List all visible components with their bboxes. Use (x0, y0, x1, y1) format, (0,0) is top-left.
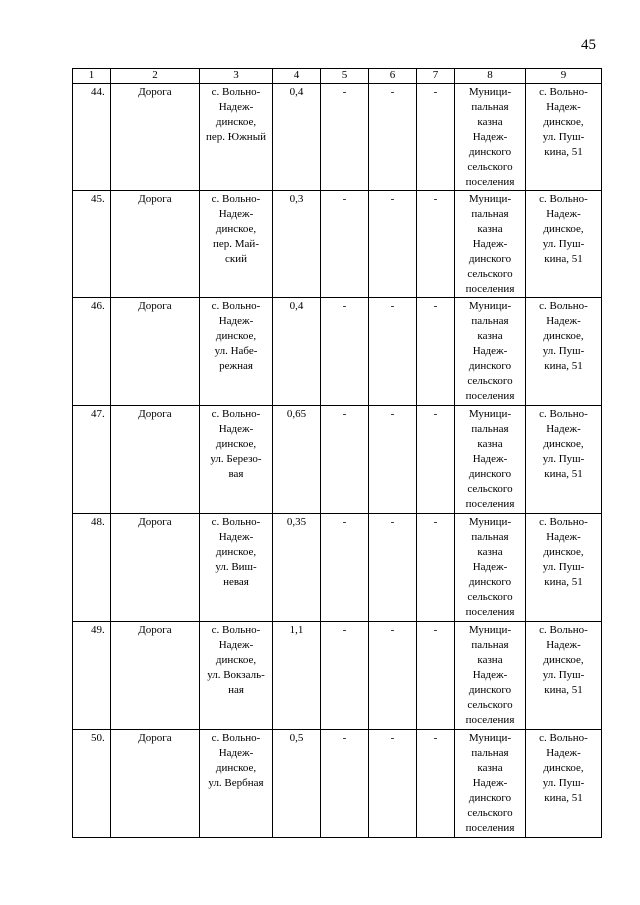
object-owner: Муници- пальная казна Надеж- динского сельского поселения (455, 730, 526, 838)
object-name: Дорога (111, 191, 200, 298)
header-cell-1: 1 (73, 69, 111, 84)
column-6-value: - (369, 514, 417, 622)
column-6-value: - (369, 298, 417, 406)
holder-address: с. Вольно- Надеж- динское, ул. Пуш- кина, 51 (526, 191, 602, 298)
column-6-value: - (369, 406, 417, 514)
object-owner: Муници- пальная казна Надеж- динского сельского поселения (455, 191, 526, 298)
object-owner: Муници- пальная казна Надеж- динского сельского поселения (455, 84, 526, 191)
table-row (73, 622, 602, 730)
holder-address: с. Вольно- Надеж- динское, ул. Пуш- кина, 51 (526, 622, 602, 730)
object-address: с. Вольно- Надеж- динское, ул. Березо- вая (200, 406, 273, 514)
row-number: 46. (73, 298, 111, 406)
object-length: 0,35 (273, 514, 321, 622)
object-owner: Муници- пальная казна Надеж- динского сельского поселения (455, 622, 526, 730)
column-5-value: - (321, 84, 369, 191)
holder-address: с. Вольно- Надеж- динское, ул. Пуш- кина, 51 (526, 84, 602, 191)
object-name: Дорога (111, 622, 200, 730)
table-row (73, 84, 602, 191)
table-row (73, 514, 602, 622)
header-row (73, 69, 602, 84)
object-name: Дорога (111, 730, 200, 838)
column-6-value: - (369, 622, 417, 730)
holder-address: с. Вольно- Надеж- динское, ул. Пуш- кина, 51 (526, 730, 602, 838)
object-address: с. Вольно- Надеж- динское, ул. Виш- невая (200, 514, 273, 622)
object-length: 0,5 (273, 730, 321, 838)
page-number: 45 (581, 37, 596, 53)
row-number: 49. (73, 622, 111, 730)
column-7-value: - (417, 514, 455, 622)
object-length: 0,65 (273, 406, 321, 514)
object-address: с. Вольно- Надеж- динское, ул. Вокзаль- ная (200, 622, 273, 730)
column-5-value: - (321, 622, 369, 730)
object-length: 0,4 (273, 84, 321, 191)
table-row (73, 191, 602, 298)
header-cell-6: 6 (369, 69, 417, 84)
object-name: Дорога (111, 84, 200, 191)
header-cell-3: 3 (200, 69, 273, 84)
column-5-value: - (321, 406, 369, 514)
holder-address: с. Вольно- Надеж- динское, ул. Пуш- кина, 51 (526, 514, 602, 622)
object-owner: Муници- пальная казна Надеж- динского сельского поселения (455, 406, 526, 514)
column-5-value: - (321, 514, 369, 622)
column-5-value: - (321, 191, 369, 298)
object-owner: Муници- пальная казна Надеж- динского сельского поселения (455, 514, 526, 622)
column-5-value: - (321, 298, 369, 406)
object-length: 1,1 (273, 622, 321, 730)
row-number: 45. (73, 191, 111, 298)
object-owner: Муници- пальная казна Надеж- динского сельского поселения (455, 298, 526, 406)
header-cell-9: 9 (526, 69, 602, 84)
column-6-value: - (369, 84, 417, 191)
row-number: 47. (73, 406, 111, 514)
object-address: с. Вольно- Надеж- динское, пер. Май- ский (200, 191, 273, 298)
header-cell-8: 8 (455, 69, 526, 84)
column-7-value: - (417, 622, 455, 730)
column-7-value: - (417, 406, 455, 514)
object-name: Дорога (111, 514, 200, 622)
object-length: 0,3 (273, 191, 321, 298)
row-number: 50. (73, 730, 111, 838)
object-length: 0,4 (273, 298, 321, 406)
registry-table (72, 68, 602, 838)
object-name: Дорога (111, 298, 200, 406)
row-number: 44. (73, 84, 111, 191)
column-7-value: - (417, 191, 455, 298)
header-cell-2: 2 (111, 69, 200, 84)
object-address: с. Вольно- Надеж- динское, ул. Вербная (200, 730, 273, 838)
column-5-value: - (321, 730, 369, 838)
column-6-value: - (369, 730, 417, 838)
row-number: 48. (73, 514, 111, 622)
table-row (73, 406, 602, 514)
column-7-value: - (417, 84, 455, 191)
table-row (73, 298, 602, 406)
holder-address: с. Вольно- Надеж- динское, ул. Пуш- кина, 51 (526, 298, 602, 406)
column-6-value: - (369, 191, 417, 298)
table-row (73, 730, 602, 838)
holder-address: с. Вольно- Надеж- динское, ул. Пуш- кина, 51 (526, 406, 602, 514)
object-name: Дорога (111, 406, 200, 514)
column-7-value: - (417, 298, 455, 406)
header-cell-5: 5 (321, 69, 369, 84)
object-address: с. Вольно- Надеж- динское, ул. Набе- режная (200, 298, 273, 406)
header-cell-4: 4 (273, 69, 321, 84)
object-address: с. Вольно- Надеж- динское, пер. Южный (200, 84, 273, 191)
header-cell-7: 7 (417, 69, 455, 84)
column-7-value: - (417, 730, 455, 838)
